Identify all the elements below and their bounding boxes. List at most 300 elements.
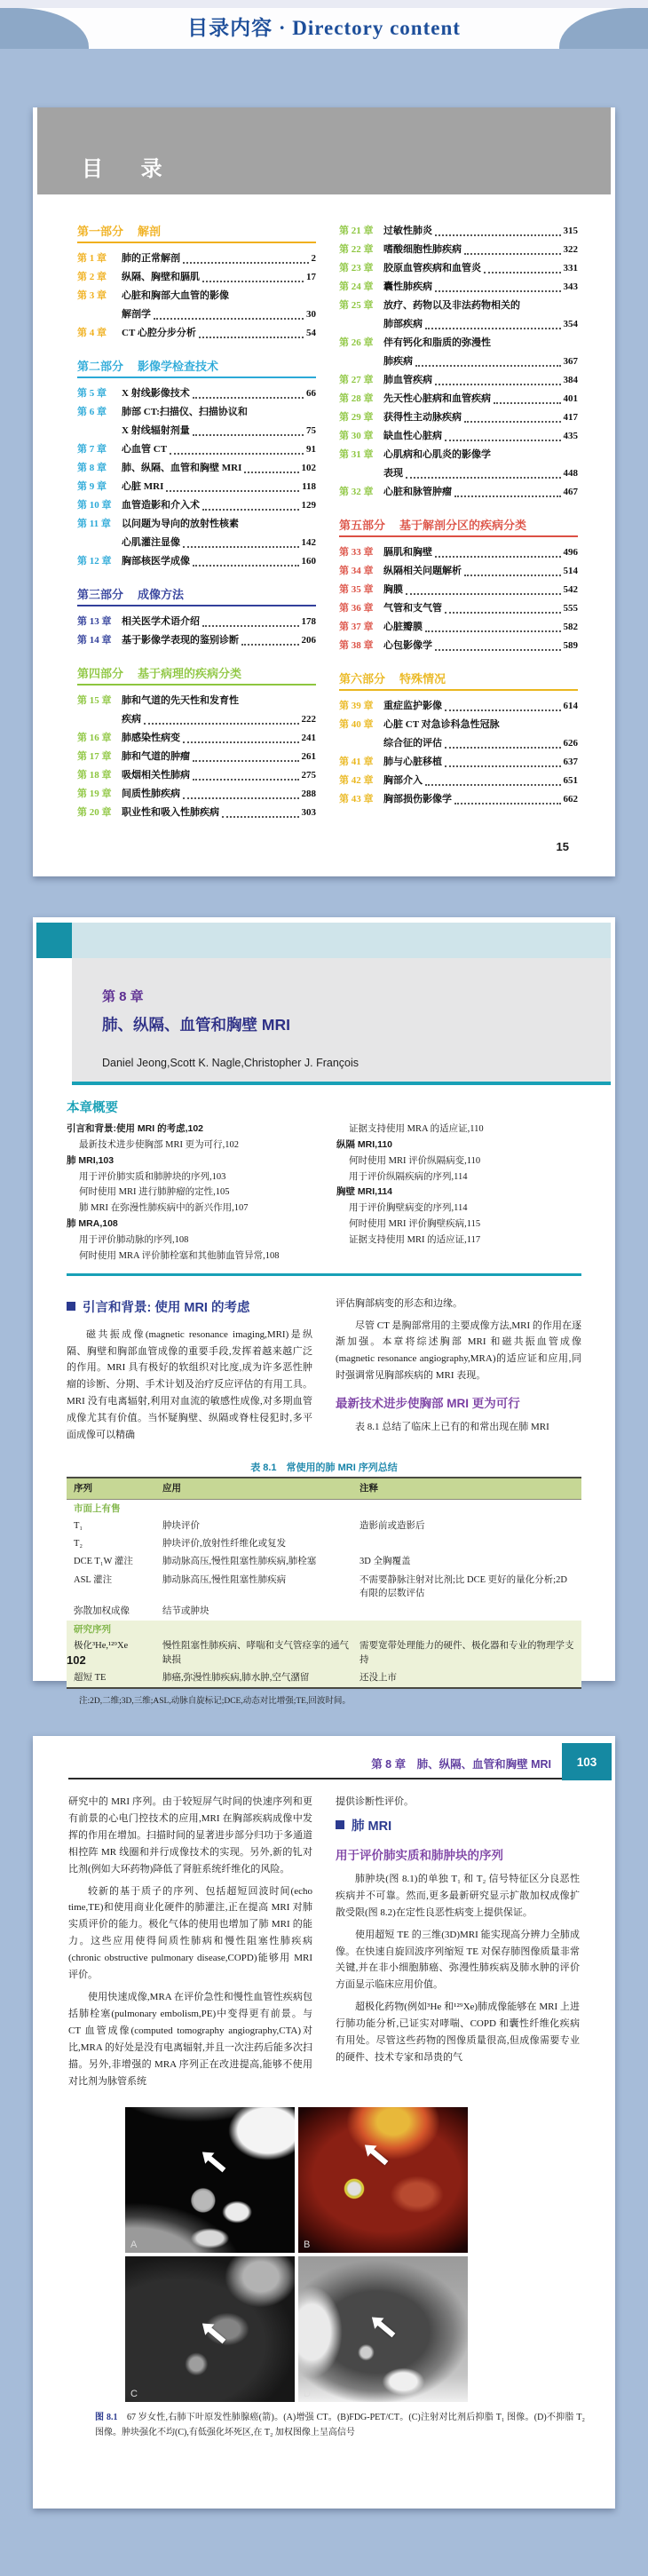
toc-leader-dots — [241, 644, 299, 646]
toc-row — [77, 785, 316, 804]
toc-leader-dots — [406, 477, 561, 479]
figure-caption-text: 67 岁女性,右肺下叶原发性肺腺癌(箭)。(A)增强 CT。(B)FDG-PET/CT。(C)注射对比剂后抑脂 T₁ 图像。(D)不抑脂 T₂ 图像。肿块强化不均(C),有低强化坏死区,在 T₂ 加权图像上呈高信号 — [95, 2413, 585, 2438]
toc-row — [77, 804, 316, 822]
table-cell-application: 肺动脉高压,慢性阻塞性肺疾病 — [162, 1574, 287, 1585]
toc-leader-dots — [425, 328, 561, 329]
toc-part-rows — [339, 697, 578, 809]
toc-row — [77, 422, 316, 440]
toc-chapter-title: CT 心腔分步分析 — [122, 328, 196, 338]
toc-chapter-title: X 射线影像技术 — [122, 388, 190, 399]
toc-row — [339, 734, 578, 753]
toc-chapter-title: 肺疾病 — [383, 356, 413, 367]
toc-row — [339, 222, 578, 241]
content-page — [33, 1736, 615, 2509]
toc-header-block — [37, 107, 611, 194]
toc-chapter-number: 第 43 章 — [339, 794, 374, 805]
toc-chapter-title: X 射线辐射剂量 — [122, 425, 190, 436]
bottom-margin — [0, 2509, 648, 2576]
toc-chapter-number: 第 20 章 — [77, 807, 112, 818]
toc-chapter-page: 222 — [301, 714, 316, 725]
chapter-opener-page — [33, 917, 615, 1706]
intro-columns — [67, 1296, 581, 1449]
toc-part-rows — [77, 692, 316, 822]
chapter-body — [33, 1098, 615, 1706]
subsection-heading: 用于评价肺实质和肺肿块的序列 — [336, 1848, 503, 1862]
toc-chapter-number: 第 2 章 — [77, 272, 107, 282]
toc-chapter-page: 496 — [563, 547, 578, 558]
toc-chapter-title: 放疗、药物以及非法药物相关的 — [383, 300, 520, 311]
toc-chapter-page: 514 — [563, 566, 578, 576]
table-cell-application: 慢性阻塞性肺疾病、哮喘和支气管痉挛的通气缺损 — [162, 1641, 349, 1665]
intro-column-right — [336, 1296, 581, 1449]
table-group-rows — [67, 1517, 581, 1620]
section-marker-icon — [67, 1302, 75, 1311]
toc-part-title: 影像学检查技术 — [138, 360, 219, 373]
toc-leader-dots — [244, 472, 298, 473]
toc-part-title: 成像方法 — [138, 588, 185, 601]
toc-leader-dots — [183, 262, 309, 264]
paragraph: 表 8.1 总结了临床上已有的和常出现在肺 MRI — [355, 1422, 549, 1433]
toc-chapter-number: 第 9 章 — [77, 481, 107, 492]
panel-label: C — [130, 2389, 138, 2400]
figure-caption-label: 图 8.1 — [95, 2413, 118, 2423]
toc-chapter-number: 第 17 章 — [77, 751, 112, 762]
chapter-banner-bar — [72, 923, 611, 958]
toc-chapter-page: 542 — [563, 584, 578, 595]
toc-chapter-number: 第 34 章 — [339, 566, 374, 576]
chapter-banner-square — [36, 923, 72, 958]
toc-row — [339, 562, 578, 581]
toc-chapter-number: 第 13 章 — [77, 616, 112, 627]
toc-row — [339, 371, 578, 390]
arrow-icon — [207, 2156, 225, 2173]
toc-row — [77, 534, 316, 552]
toc-chapter-page: 367 — [563, 356, 578, 367]
toc-chapter-page: 275 — [301, 770, 316, 781]
banner-title: 目录内容 · Directory content — [187, 17, 461, 39]
toc-chapter-title: 肺部疾病 — [383, 319, 423, 329]
table-row — [67, 1571, 581, 1602]
table-cell-sequence: 极化³He,¹²⁹Xe — [74, 1641, 129, 1652]
table-cell-note: 3D 全胸覆盖 — [360, 1557, 411, 1567]
toc-chapter-title: 心包影像学 — [383, 640, 432, 651]
toc-leader-dots — [445, 765, 561, 767]
table-8-1 — [67, 1460, 581, 1706]
toc-chapter-page: 160 — [301, 556, 316, 567]
toc-part-header — [77, 222, 316, 243]
toc-row — [339, 427, 578, 446]
toc-part-label: 第四部分 — [77, 667, 124, 680]
table-cell-sequence: T₁ — [74, 1520, 83, 1531]
toc-row — [339, 353, 578, 371]
toc-chapter-title: 先天性心脏病和血管疾病 — [383, 393, 491, 404]
toc-leader-dots — [202, 625, 299, 627]
toc-chapter-number: 第 14 章 — [77, 635, 112, 646]
toc-part-label: 第六部分 — [339, 672, 386, 686]
table-cell-note: 造影前或造影后 — [360, 1520, 425, 1531]
toc-leader-dots — [154, 318, 304, 320]
toc-leader-dots — [454, 495, 561, 497]
toc-row — [339, 483, 578, 502]
chapter-banner — [33, 917, 615, 958]
toc-chapter-title: 胸部核医学成像 — [122, 556, 190, 567]
toc-chapter-page: 354 — [563, 319, 578, 329]
toc-leader-dots — [445, 709, 561, 711]
table-footnote: 注:2D,二维;3D,三维;ASL,动脉自旋标记;DCE,动态对比增强;TE,回波时间。 — [79, 1696, 351, 1706]
toc-chapter-page: 662 — [563, 794, 578, 805]
toc-chapter-number: 第 36 章 — [339, 603, 374, 614]
table-cell-note — [360, 1605, 581, 1618]
toc-chapter-title: 疾病 — [122, 714, 141, 725]
toc-leader-dots — [183, 797, 299, 799]
toc-chapter-page: 303 — [301, 807, 316, 818]
toc-chapter-title: 胸部损伤影像学 — [383, 794, 452, 805]
toc-chapter-title: 肺的正常解剖 — [122, 253, 180, 264]
toc-row — [339, 599, 578, 618]
toc-chapter-title: 肺感染性病变 — [122, 733, 180, 743]
toc-chapter-page: 142 — [301, 537, 316, 548]
page-number-box: 103 — [562, 1743, 612, 1780]
toc-chapter-number: 第 27 章 — [339, 375, 374, 385]
table-cell-note — [360, 1537, 581, 1550]
toc-row — [77, 552, 316, 571]
paragraph: 研究中的 MRI 序列。由于较短屏气时间的快速序列和更有前景的心电门控技术的应用,MRI 在胸部疾病成像中发挥的作用在增加。扫描时间的显著进步部分归功于多通道相控阵 MR 线圈和并行成像技术的实现。另外,新的钆对比剂(例如大环药物)降低了肾脏系统纤维化的风险。 — [68, 1796, 312, 1875]
toc-chapter-title: 以问题为导向的放射性核素 — [122, 519, 239, 529]
page-number-102: 102 — [67, 1653, 86, 1667]
toc-leader-dots — [445, 440, 561, 441]
toc-chapter-number: 第 40 章 — [339, 719, 374, 730]
toc-chapter-number: 第 15 章 — [77, 695, 112, 706]
outline-entry: 肺 MRA,108 — [67, 1218, 118, 1230]
intro-paragraphs-left — [67, 1327, 312, 1444]
toc-part — [77, 585, 316, 650]
toc-row — [339, 334, 578, 353]
table-groups — [67, 1500, 581, 1686]
toc-chapter-title: 膈肌和胸壁 — [383, 547, 432, 558]
toc-part-rows — [339, 543, 578, 655]
toc-leader-dots — [435, 556, 561, 558]
toc-row — [77, 459, 316, 478]
toc-row — [339, 315, 578, 334]
toc-row — [77, 748, 316, 766]
toc-chapter-number: 第 39 章 — [339, 701, 374, 711]
toc-row — [339, 581, 578, 599]
table-cell-note: 不需要静脉注射对比剂;比 DCE 更好的量化分析;2D 有限的层数评估 — [360, 1574, 567, 1598]
chapter-outline — [67, 1122, 581, 1264]
table-row — [67, 1637, 581, 1668]
header-banner — [0, 8, 648, 49]
toc-chapter-page: 102 — [301, 463, 316, 473]
intro-heading-text: 引言和背景: 使用 MRI 的考虑 — [83, 1300, 250, 1315]
content-columns — [33, 1779, 615, 2095]
table-header-row — [67, 1478, 581, 1500]
paragraph: 肺肿块(图 8.1)的单独 T₁ 和 T₂ 信号特征区分良恶性疾病并不可靠。然而,更多最新研究显示扩散加权成像扩散受限(图 8.2)在定性良恶性病变上提供保证。 — [336, 1873, 580, 1918]
toc-part-rows — [77, 250, 316, 343]
toc-row — [77, 496, 316, 515]
toc-chapter-page: 417 — [563, 412, 578, 423]
toc-part-header — [77, 357, 316, 378]
toc-row — [339, 637, 578, 655]
toc-chapter-title: 气管和支气管 — [383, 603, 442, 614]
toc-leader-dots — [193, 434, 304, 436]
table-row — [67, 1602, 581, 1620]
paragraph: 评估胸部病变的形态和边缘。 — [336, 1297, 462, 1309]
table-group — [67, 1500, 581, 1621]
paragraph: 超极化药物(例如³He 和¹²⁹Xe)肺成像能够在 MRI 上进行肺功能分析,已证实对哮喘、COPD 和囊性纤维化疾病有用处。尽管这些药物的图像质量很高,但成像需要专业的硬件、技术专家和昂贵的气 — [336, 2001, 580, 2063]
toc-chapter-title: 心肌灌注显像 — [122, 537, 180, 548]
toc-leader-dots — [193, 779, 299, 781]
toc-chapter-title: 缺血性心脏病 — [383, 431, 442, 441]
toc-title: 目 录 — [82, 157, 178, 181]
toc-row — [77, 440, 316, 459]
toc-chapter-number: 第 7 章 — [77, 444, 107, 455]
toc-chapter-number: 第 25 章 — [339, 300, 374, 311]
toc-chapter-number: 第 10 章 — [77, 500, 112, 511]
toc-chapter-page: 582 — [563, 622, 578, 632]
toc-chapter-page: 343 — [563, 281, 578, 292]
chapter-heading-block — [72, 958, 611, 1085]
toc-row — [339, 753, 578, 772]
toc-chapter-number: 第 3 章 — [77, 290, 107, 301]
toc-page — [33, 107, 615, 876]
figure-panel-t1-mri — [125, 2256, 295, 2402]
toc-chapter-page: 448 — [563, 468, 578, 479]
toc-leader-dots — [454, 803, 561, 805]
toc-leader-dots — [425, 630, 561, 632]
toc-leader-dots — [425, 784, 561, 786]
toc-chapter-number: 第 19 章 — [77, 789, 112, 799]
toc-chapter-title: 肺部 CT:扫描仪、扫描协议和 — [122, 407, 248, 417]
toc-chapter-title: 囊性肺疾病 — [383, 281, 432, 292]
toc-row — [339, 297, 578, 315]
chapter-number: 第 8 章 — [102, 989, 144, 1004]
toc-leader-dots — [183, 741, 299, 743]
toc-chapter-page: 384 — [563, 375, 578, 385]
table — [67, 1477, 581, 1689]
toc-leader-dots — [415, 365, 561, 367]
toc-leader-dots — [193, 760, 299, 762]
toc-chapter-page: 206 — [301, 635, 316, 646]
table-header-cell: 序列 — [74, 1482, 92, 1494]
figure-panel-t2-mri — [298, 2256, 468, 2402]
toc-chapter-title: 嗜酸细胞性肺疾病 — [383, 244, 462, 255]
outline-entry: 何时使用 MRA 评价肺栓塞和其他肺血管异常,108 — [79, 1250, 280, 1261]
intro-column-left — [67, 1296, 312, 1449]
toc-chapter-number: 第 29 章 — [339, 412, 374, 423]
toc-leader-dots — [166, 490, 299, 492]
toc-row — [339, 790, 578, 809]
toc-part-title: 基于解剖分区的疾病分类 — [399, 519, 527, 532]
table-row — [67, 1535, 581, 1553]
toc-part — [339, 670, 578, 809]
toc-row — [77, 515, 316, 534]
toc-chapter-page: 30 — [306, 309, 316, 320]
panel-label: A — [130, 2239, 138, 2251]
toc-chapter-number: 第 31 章 — [339, 449, 374, 460]
toc-chapter-number: 第 26 章 — [339, 337, 374, 348]
toc-part — [339, 516, 578, 655]
table-group-name: 市面上有售 — [74, 1503, 121, 1515]
toc-row — [339, 241, 578, 259]
toc-chapter-title: 血管造影和介入术 — [122, 500, 200, 511]
toc-page-number: 15 — [556, 840, 569, 853]
outline-entry: 纵隔 MRI,110 — [336, 1138, 393, 1150]
toc-chapter-number: 第 4 章 — [77, 328, 107, 338]
outline-entry: 用于评价肺动脉的序列,108 — [79, 1234, 189, 1245]
toc-row — [77, 403, 316, 422]
toc-row — [339, 716, 578, 734]
chapter-authors: Daniel Jeong,Scott K. Nagle,Christopher J. François — [102, 1057, 360, 1069]
toc-chapter-page: 129 — [301, 500, 316, 511]
toc-chapter-title: 心脏 CT 对急诊科急性冠脉 — [383, 719, 500, 730]
panel-label: D — [304, 2389, 311, 2400]
table-cell-application: 肺癌,弥漫性肺疾病,肺水肿,空气潴留 — [162, 1672, 310, 1683]
toc-chapter-number: 第 12 章 — [77, 556, 112, 567]
toc-row — [77, 305, 316, 324]
toc-leader-dots — [445, 747, 561, 749]
toc-chapter-title: 心血管 CT — [122, 444, 168, 455]
toc-leader-dots — [199, 337, 304, 338]
toc-part — [339, 222, 578, 502]
toc-chapter-number: 第 1 章 — [77, 253, 107, 264]
toc-chapter-title: 肺与心脏移植 — [383, 757, 442, 767]
toc-chapter-page: 322 — [563, 244, 578, 255]
table-cell-note: 需要宽带处理能力的硬件、极化器和专业的物理学支持 — [360, 1641, 574, 1665]
toc-chapter-page: 614 — [563, 701, 578, 711]
toc-chapter-page: 555 — [563, 603, 578, 614]
toc-chapter-page: 261 — [301, 751, 316, 762]
outline-entry: 证据支持使用 MRI 的适应证,117 — [349, 1234, 481, 1245]
toc-chapter-title: 心脏瓣膜 — [383, 622, 423, 632]
arrow-icon — [207, 2326, 225, 2343]
toc-chapter-number: 第 42 章 — [339, 775, 374, 786]
toc-chapter-number: 第 28 章 — [339, 393, 374, 404]
toc-chapter-page: 241 — [301, 733, 316, 743]
toc-leader-dots — [202, 509, 299, 511]
teal-divider — [67, 1273, 581, 1276]
table-cell-sequence: 弥散加权成像 — [74, 1605, 130, 1616]
toc-chapter-page: 467 — [563, 487, 578, 497]
outline-entry: 用于评价肺实质和肺肿块的序列,103 — [79, 1171, 226, 1182]
toc-chapter-title: 基于影像学表现的鉴别诊断 — [122, 635, 239, 646]
toc-chapter-title: 心肌病和心肌炎的影像学 — [383, 449, 491, 460]
toc-chapter-page: 315 — [563, 226, 578, 236]
toc-row — [339, 408, 578, 427]
content-column-left — [68, 1794, 312, 2095]
toc-leader-dots — [202, 281, 304, 282]
toc-leader-dots — [435, 384, 561, 385]
toc-column-left — [77, 222, 316, 836]
toc-part-label: 第五部分 — [339, 519, 386, 532]
toc-chapter-title: 解剖学 — [122, 309, 151, 320]
toc-chapter-number: 第 21 章 — [339, 226, 374, 236]
toc-chapter-page: 54 — [306, 328, 316, 338]
right-paragraphs-2 — [336, 1871, 580, 2066]
toc-chapter-title: 吸烟相关性肺病 — [122, 770, 190, 781]
lung-mri-heading-text: 肺 MRI — [352, 1819, 392, 1834]
toc-leader-dots — [435, 649, 561, 651]
intro-paragraphs-right — [336, 1296, 581, 1385]
toc-chapter-title: 间质性肺疾病 — [122, 789, 180, 799]
toc-chapter-number: 第 33 章 — [339, 547, 374, 558]
toc-chapter-page: 589 — [563, 640, 578, 651]
toc-chapter-title: 肺、纵隔、血管和胸壁 MRI — [122, 463, 242, 473]
toc-row — [77, 729, 316, 748]
toc-chapter-title: 心脏和胸部大血管的影像 — [122, 290, 229, 301]
toc-row — [339, 259, 578, 278]
toc-part-label: 第二部分 — [77, 360, 124, 373]
toc-chapter-page: 288 — [301, 789, 316, 799]
toc-row — [339, 697, 578, 716]
toc-part — [77, 357, 316, 571]
toc-row — [339, 618, 578, 637]
intro-paragraphs-right-2 — [336, 1419, 581, 1436]
toc-chapter-title: 相关医学术语介绍 — [122, 616, 200, 627]
toc-row — [77, 250, 316, 268]
table-cell-sequence: 超短 TE — [74, 1672, 107, 1683]
outline-entry: 何时使用 MRI 评价纵隔病变,110 — [349, 1155, 481, 1166]
outline-column-right — [336, 1122, 581, 1264]
figure-panel-petct — [298, 2107, 468, 2253]
toc-row — [339, 772, 578, 790]
toc-leader-dots — [464, 421, 561, 423]
toc-chapter-title: 过敏性肺炎 — [383, 226, 432, 236]
figure-panel-ct — [125, 2107, 295, 2253]
toc-chapter-title: 纵隔、胸壁和膈肌 — [122, 272, 200, 282]
toc-chapter-number: 第 18 章 — [77, 770, 112, 781]
overview-title: 本章概要 — [67, 1101, 118, 1115]
table-group — [67, 1621, 581, 1687]
outline-entry: 胸壁 MRI,114 — [336, 1186, 393, 1198]
toc-columns — [33, 199, 615, 836]
toc-chapter-number: 第 37 章 — [339, 622, 374, 632]
table-cell-application: 肿块评价 — [162, 1520, 200, 1531]
toc-chapter-page: 637 — [563, 757, 578, 767]
outline-entry: 何时使用 MRI 进行肺肿瘤的定性,105 — [79, 1187, 230, 1198]
table-group-name: 研究序列 — [74, 1623, 111, 1635]
toc-chapter-page: 331 — [563, 263, 578, 273]
toc-chapter-title: 重症监护影像 — [383, 701, 442, 711]
toc-leader-dots — [170, 453, 304, 455]
outline-entry: 证据支持使用 MRA 的适应证,110 — [349, 1124, 484, 1134]
table-group-rows — [67, 1637, 581, 1687]
toc-chapter-number: 第 32 章 — [339, 487, 374, 497]
toc-part-title: 基于病理的疾病分类 — [138, 667, 242, 680]
toc-chapter-title: 胶原血管疾病和血管炎 — [383, 263, 481, 273]
toc-leader-dots — [193, 397, 304, 399]
toc-chapter-page: 2 — [311, 253, 316, 264]
table-row — [67, 1668, 581, 1686]
toc-chapter-number: 第 11 章 — [77, 519, 111, 529]
toc-chapter-page: 91 — [306, 444, 316, 455]
table-row — [67, 1517, 581, 1534]
toc-chapter-number: 第 6 章 — [77, 407, 107, 417]
toc-leader-dots — [445, 612, 561, 614]
toc-part-title: 特殊情况 — [399, 672, 446, 686]
table-cell-application: 肺动脉高压,慢性阻塞性肺疾病,肺栓塞 — [162, 1557, 317, 1567]
toc-chapter-number: 第 24 章 — [339, 281, 374, 292]
toc-row — [77, 324, 316, 343]
toc-chapter-page: 178 — [301, 616, 316, 627]
toc-chapter-number: 第 38 章 — [339, 640, 374, 651]
toc-leader-dots — [484, 272, 561, 273]
arrow-icon — [377, 2321, 396, 2338]
toc-part-label: 第三部分 — [77, 588, 124, 601]
toc-row — [339, 446, 578, 464]
toc-chapter-number: 第 8 章 — [77, 463, 107, 473]
figure-8-1 — [125, 2107, 468, 2402]
outline-entry: 用于评价纵隔疾病的序列,114 — [349, 1171, 468, 1182]
